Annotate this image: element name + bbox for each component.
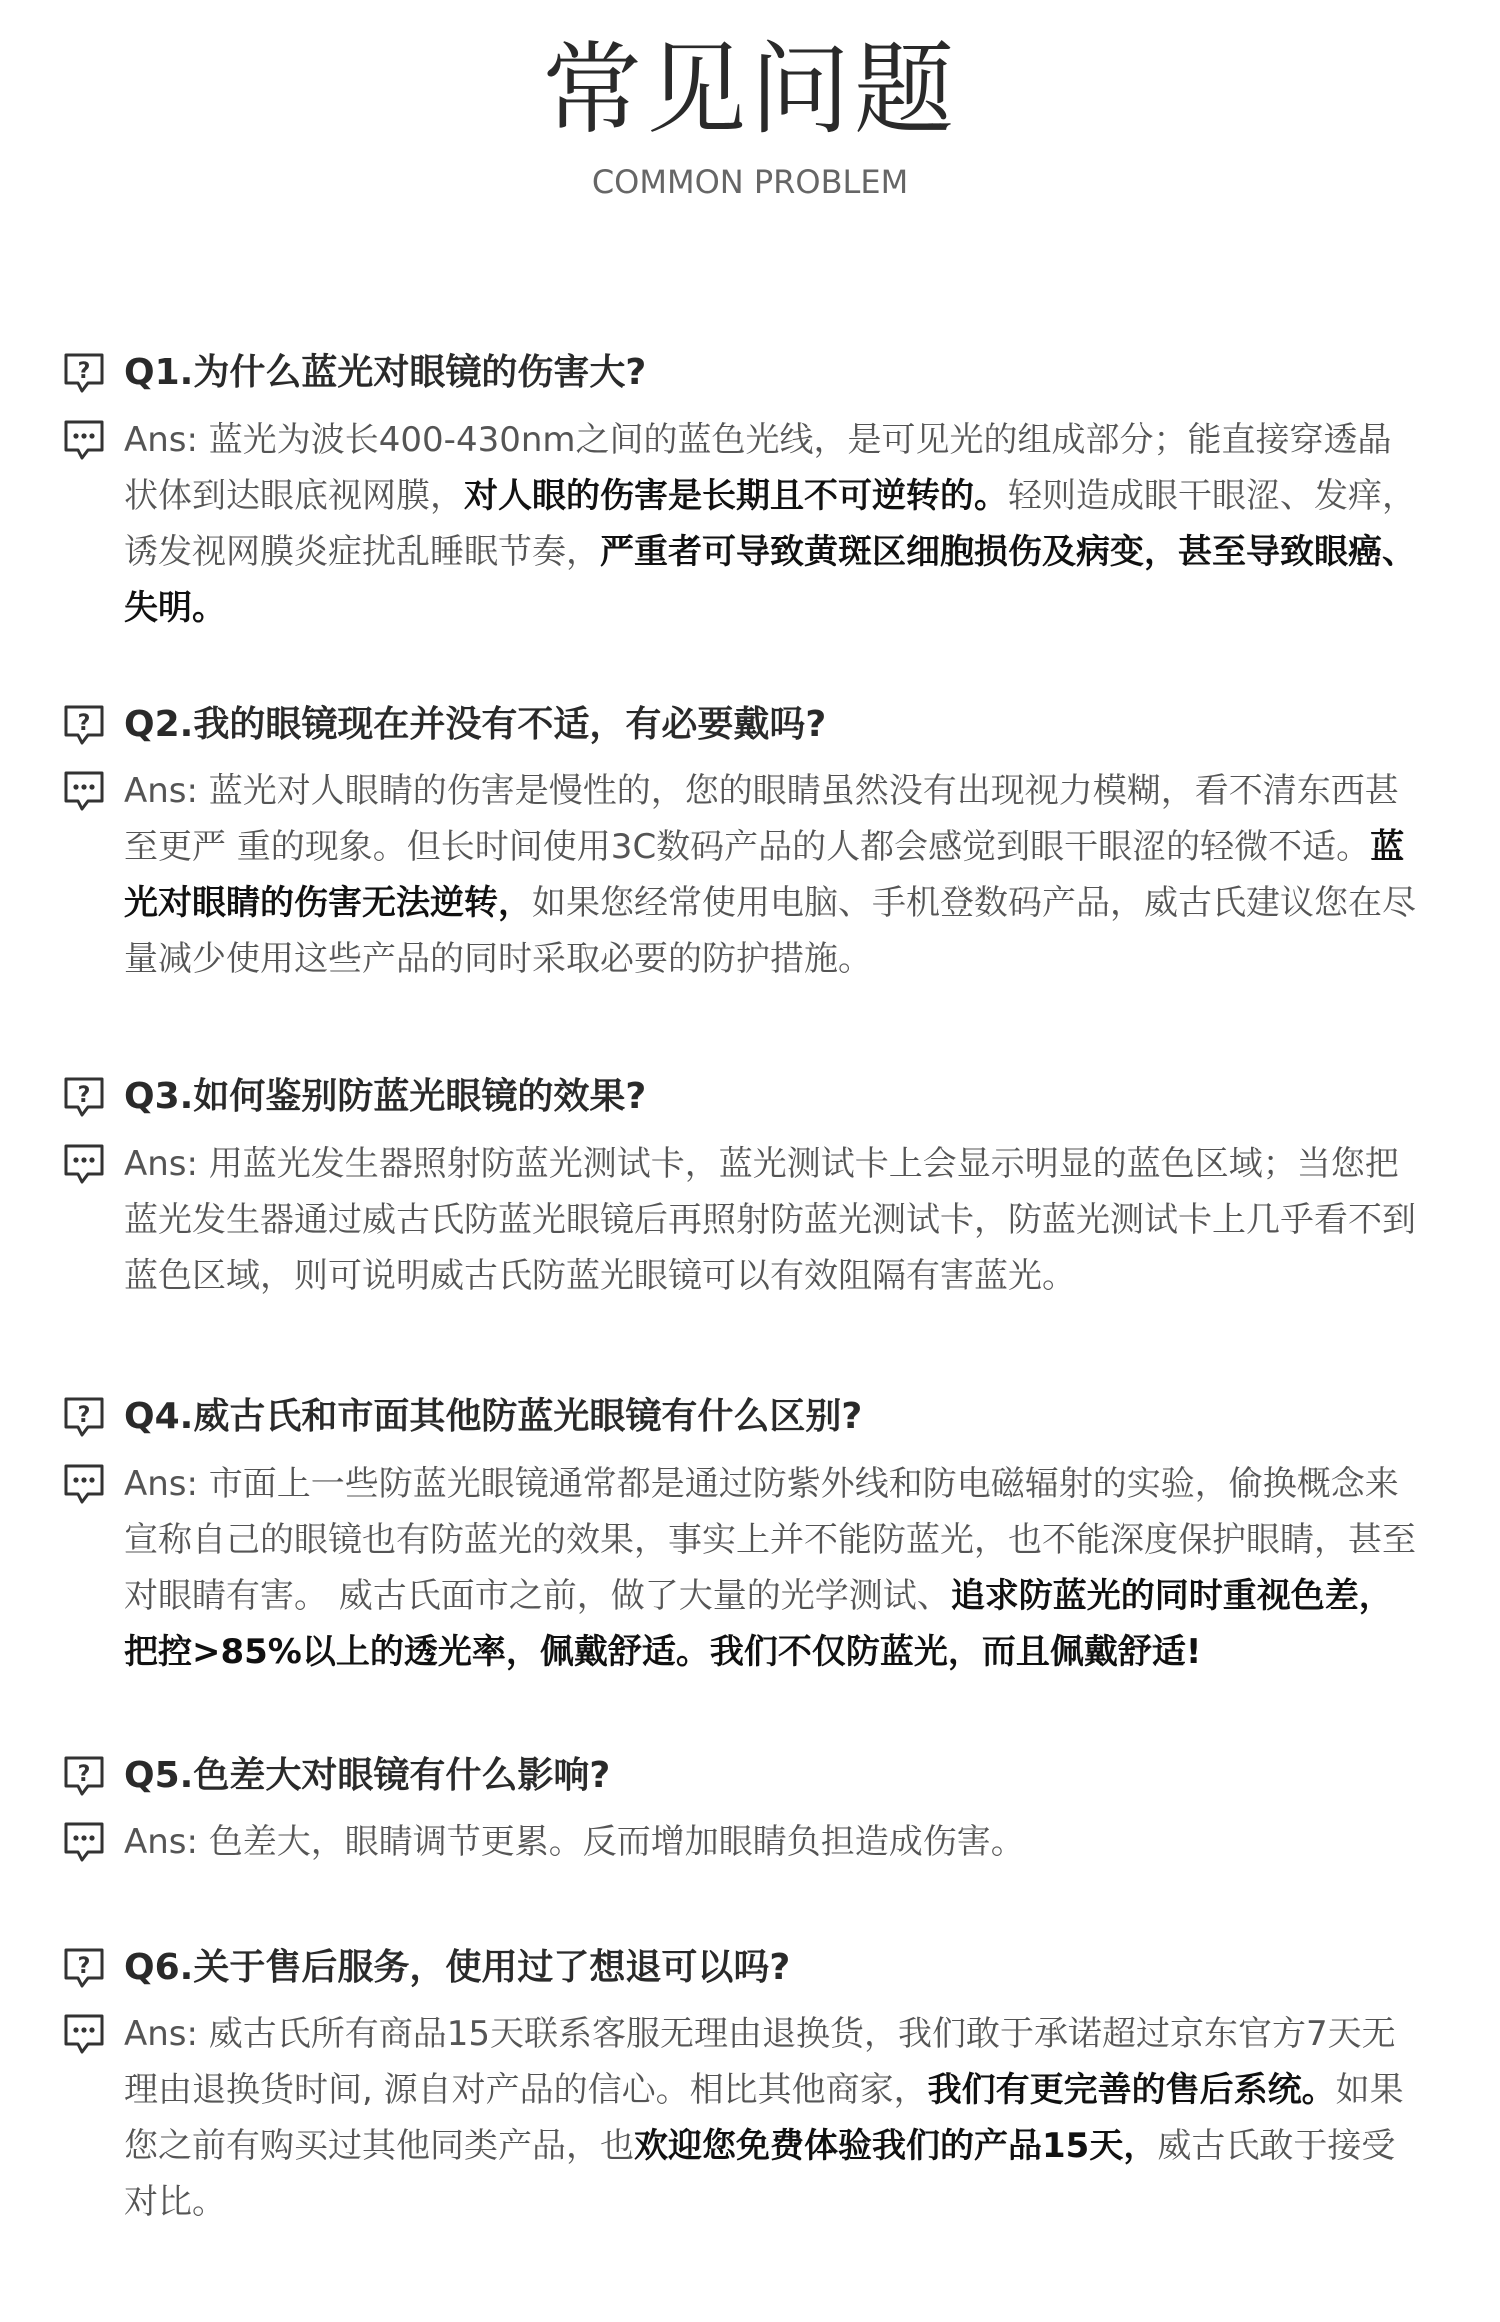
answer-text: Ans: 蓝光对人眼睛的伤害是慢性的，您的眼睛虽然没有出现视力模糊，看不清东西甚至更严 重的现象。但长时间使用3C数码产品的人都会感觉到眼干眼涩的轻微不适。蓝光对眼睛的伤害无法逆转，如果您经常使用电脑、手机登数码产品，威古氏建议您在尽量减少使用这些产品的同时采取必要的防护措施。 [124,771,1416,979]
faq-answer-4 [62,1456,1424,1680]
faq-answer-5 [62,1814,1424,1870]
question-text: Q4.威古氏和市面其他防蓝光眼镜有什么区别? [124,1396,863,1437]
question-bubble-icon [62,1754,106,1798]
answer-text: Ans: 色差大，眼睛调节更累。反而增加眼睛负担造成伤害。 [124,1822,1025,1862]
question-bubble-icon [62,1075,106,1119]
faq-question-5 [62,1748,610,1804]
chat-bubble-icon [62,2012,106,2056]
chat-bubble-icon [62,1142,106,1186]
page-title: 常见问题 [542,31,958,148]
svg-text:?: ? [77,1762,91,1787]
faq-question-6 [62,1940,790,1996]
faq-question-3 [62,1069,646,1125]
chat-bubble-icon [62,418,106,462]
answer-text: Ans: 用蓝光发生器照射防蓝光测试卡，蓝光测试卡上会显示明显的蓝色区域；当您把蓝光发生器通过威古氏防蓝光眼镜后再照射防蓝光测试卡，防蓝光测试卡上几乎看不到蓝色区域，则可说明威古氏防蓝光眼镜可以有效阻隔有害蓝光。 [124,1144,1416,1296]
question-text: Q1.为什么蓝光对眼镜的伤害大? [124,352,647,393]
question-text: Q2.我的眼镜现在并没有不适，有必要戴吗? [124,704,827,745]
question-bubble-icon [62,703,106,747]
chat-bubble-icon [62,769,106,813]
page-header [0,30,1500,202]
question-text: Q5.色差大对眼镜有什么影响? [124,1755,611,1796]
question-text: Q3.如何鉴别防蓝光眼镜的效果? [124,1076,647,1117]
svg-text:?: ? [77,1954,91,1979]
page-subtitle: COMMON PROBLEM [591,163,909,201]
question-bubble-icon [62,1946,106,1990]
question-text: Q6.关于售后服务，使用过了想退可以吗? [124,1947,791,1988]
faq-answer-3 [62,1136,1424,1304]
faq-question-4 [62,1389,862,1445]
question-bubble-icon [62,1395,106,1439]
chat-bubble-icon [62,1462,106,1506]
svg-text:?: ? [77,1083,91,1108]
faq-answer-6 [62,2006,1424,2230]
question-bubble-icon [62,351,106,395]
answer-text: Ans: 威古氏所有商品15天联系客服无理由退换货，我们敢于承诺超过京东官方7天无理由退换货时间, 源自对产品的信心。相比其他商家，我们有更完善的售后系统。如果您之前有购买过其他同类产品，也欢迎您免费体验我们的产品15天，威古氏敢于接受对比。 [124,2014,1404,2222]
svg-text:?: ? [77,1403,91,1428]
faq-question-2 [62,697,826,753]
answer-text: Ans: 市面上一些防蓝光眼镜通常都是通过防紫外线和防电磁辐射的实验，偷换概念来宣称自己的眼镜也有防蓝光的效果，事实上并不能防蓝光，也不能深度保护眼睛，甚至对眼睛有害。 威古氏面市之前，做了大量的光学测试、追求防蓝光的同时重视色差，把控>85%以上的透光率，佩戴舒适。我们不仅防蓝光，而且佩戴舒适! [124,1464,1416,1672]
faq-answer-2 [62,763,1424,987]
faq-question-1 [62,345,646,401]
svg-text:?: ? [77,711,91,736]
answer-text: Ans: 蓝光为波长400-430nm之间的蓝色光线，是可见光的组成部分；能直接穿透晶状体到达眼底视网膜，对人眼的伤害是长期且不可逆转的。轻则造成眼干眼涩、发痒， 诱发视网膜炎症扰乱睡眠节奏，严重者可导致黄斑区细胞损伤及病变，甚至导致眼癌、失明。 [124,420,1416,628]
chat-bubble-icon [62,1820,106,1864]
faq-answer-1 [62,412,1424,636]
svg-text:?: ? [77,359,91,384]
